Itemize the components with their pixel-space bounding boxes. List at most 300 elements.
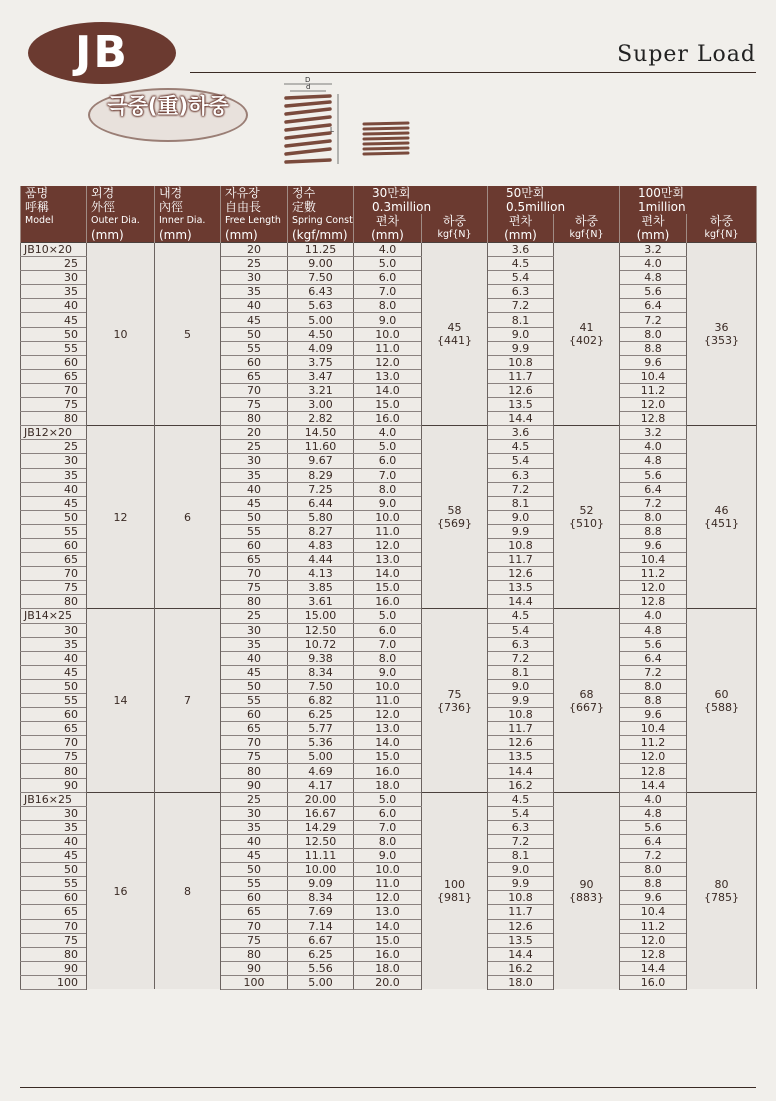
deflection-3-cell: 12.8 bbox=[620, 595, 687, 609]
deflection-3-cell: 12.8 bbox=[620, 412, 687, 426]
outer-dia-cell: 16 bbox=[87, 792, 155, 989]
col-defl-3: 편차 (mm) bbox=[620, 214, 687, 243]
free-length-cell: 70 bbox=[221, 567, 288, 581]
model-length-cell: 55 bbox=[21, 694, 87, 708]
free-length-cell: 55 bbox=[221, 524, 288, 538]
deflection-1-cell: 15.0 bbox=[354, 581, 422, 595]
model-length-cell: 65 bbox=[21, 905, 87, 919]
spring-const-cell: 7.50 bbox=[288, 679, 354, 693]
deflection-2-cell: 5.4 bbox=[488, 271, 554, 285]
free-length-cell: 20 bbox=[221, 426, 288, 440]
load-1-cell: 45 {441} bbox=[422, 243, 488, 426]
deflection-1-cell: 9.0 bbox=[354, 313, 422, 327]
spec-table bbox=[20, 186, 757, 990]
free-length-cell: 90 bbox=[221, 778, 288, 792]
deflection-1-cell: 11.0 bbox=[354, 877, 422, 891]
free-length-cell: 75 bbox=[221, 581, 288, 595]
deflection-2-cell: 9.9 bbox=[488, 524, 554, 538]
deflection-1-cell: 7.0 bbox=[354, 637, 422, 651]
spring-const-cell: 11.11 bbox=[288, 849, 354, 863]
load-1-cell: 100 {981} bbox=[422, 792, 488, 989]
deflection-3-cell: 11.2 bbox=[620, 383, 687, 397]
deflection-1-cell: 9.0 bbox=[354, 665, 422, 679]
col-inner: 내경 內徑 Inner Dia. (mm) bbox=[155, 186, 221, 243]
free-length-cell: 45 bbox=[221, 665, 288, 679]
free-length-cell: 60 bbox=[221, 355, 288, 369]
spring-const-cell: 7.50 bbox=[288, 271, 354, 285]
free-length-cell: 65 bbox=[221, 369, 288, 383]
free-length-cell: 60 bbox=[221, 891, 288, 905]
load-2-cell: 41 {402} bbox=[554, 243, 620, 426]
deflection-2-cell: 8.1 bbox=[488, 313, 554, 327]
spring-const-cell: 11.60 bbox=[288, 440, 354, 454]
spring-const-cell: 4.09 bbox=[288, 341, 354, 355]
deflection-2-cell: 13.5 bbox=[488, 750, 554, 764]
deflection-1-cell: 13.0 bbox=[354, 905, 422, 919]
inner-dia-cell: 6 bbox=[155, 426, 221, 609]
deflection-2-cell: 11.7 bbox=[488, 369, 554, 383]
free-length-cell: 20 bbox=[221, 243, 288, 257]
free-length-cell: 30 bbox=[221, 806, 288, 820]
deflection-1-cell: 4.0 bbox=[354, 243, 422, 257]
deflection-3-cell: 8.8 bbox=[620, 694, 687, 708]
deflection-3-cell: 7.2 bbox=[620, 313, 687, 327]
deflection-3-cell: 4.8 bbox=[620, 806, 687, 820]
free-length-cell: 40 bbox=[221, 299, 288, 313]
spring-const-cell: 5.00 bbox=[288, 750, 354, 764]
free-length-cell: 50 bbox=[221, 679, 288, 693]
deflection-2-cell: 14.4 bbox=[488, 412, 554, 426]
spring-const-cell: 9.67 bbox=[288, 454, 354, 468]
model-length-cell: 75 bbox=[21, 581, 87, 595]
spring-const-cell: 7.14 bbox=[288, 919, 354, 933]
model-length-cell: 30 bbox=[21, 271, 87, 285]
spring-const-cell: 16.67 bbox=[288, 806, 354, 820]
free-length-cell: 65 bbox=[221, 905, 288, 919]
deflection-2-cell: 9.9 bbox=[488, 341, 554, 355]
model-length-cell: 35 bbox=[21, 820, 87, 834]
deflection-1-cell: 5.0 bbox=[354, 257, 422, 271]
free-length-cell: 50 bbox=[221, 510, 288, 524]
spring-const-cell: 7.69 bbox=[288, 905, 354, 919]
col-defl-2: 편차 (mm) bbox=[488, 214, 554, 243]
deflection-2-cell: 5.4 bbox=[488, 623, 554, 637]
deflection-3-cell: 16.0 bbox=[620, 975, 687, 989]
spring-const-cell: 3.85 bbox=[288, 581, 354, 595]
model-length-cell: 65 bbox=[21, 369, 87, 383]
col-free-length: 자유장 自由長 Free Length (mm) bbox=[221, 186, 288, 243]
model-length-cell: 60 bbox=[21, 891, 87, 905]
free-length-cell: 30 bbox=[221, 271, 288, 285]
spring-const-cell: 4.17 bbox=[288, 778, 354, 792]
spring-const-cell: 8.27 bbox=[288, 524, 354, 538]
spring-const-cell: 3.00 bbox=[288, 398, 354, 412]
dim-label-length: L bbox=[330, 126, 334, 134]
deflection-3-cell: 7.2 bbox=[620, 849, 687, 863]
deflection-1-cell: 8.0 bbox=[354, 834, 422, 848]
deflection-3-cell: 4.8 bbox=[620, 623, 687, 637]
table-row bbox=[21, 609, 757, 623]
free-length-cell: 45 bbox=[221, 849, 288, 863]
free-length-cell: 35 bbox=[221, 468, 288, 482]
deflection-3-cell: 5.6 bbox=[620, 820, 687, 834]
deflection-3-cell: 10.4 bbox=[620, 722, 687, 736]
load-1-cell: 75 {736} bbox=[422, 609, 488, 792]
deflection-3-cell: 11.2 bbox=[620, 919, 687, 933]
spring-const-cell: 8.34 bbox=[288, 665, 354, 679]
deflection-1-cell: 16.0 bbox=[354, 947, 422, 961]
model-length-cell: 50 bbox=[21, 510, 87, 524]
spring-const-cell: 9.38 bbox=[288, 651, 354, 665]
deflection-2-cell: 3.6 bbox=[488, 426, 554, 440]
deflection-3-cell: 12.0 bbox=[620, 750, 687, 764]
load-1-cell: 58 {569} bbox=[422, 426, 488, 609]
deflection-1-cell: 12.0 bbox=[354, 355, 422, 369]
model-length-cell: 80 bbox=[21, 412, 87, 426]
free-length-cell: 80 bbox=[221, 412, 288, 426]
spring-const-cell: 5.56 bbox=[288, 961, 354, 975]
model-length-cell: 35 bbox=[21, 285, 87, 299]
spring-const-cell: 11.25 bbox=[288, 243, 354, 257]
col-load-1: 하중 kgf{N} bbox=[422, 214, 488, 243]
deflection-2-cell: 5.4 bbox=[488, 454, 554, 468]
deflection-3-cell: 3.2 bbox=[620, 243, 687, 257]
spring-const-cell: 6.25 bbox=[288, 947, 354, 961]
spring-const-cell: 9.00 bbox=[288, 257, 354, 271]
deflection-1-cell: 20.0 bbox=[354, 975, 422, 989]
model-length-cell: 60 bbox=[21, 708, 87, 722]
deflection-1-cell: 15.0 bbox=[354, 933, 422, 947]
deflection-1-cell: 9.0 bbox=[354, 849, 422, 863]
model-length-cell: 100 bbox=[21, 975, 87, 989]
free-length-cell: 50 bbox=[221, 327, 288, 341]
model-length-cell: 55 bbox=[21, 341, 87, 355]
deflection-1-cell: 16.0 bbox=[354, 764, 422, 778]
deflection-3-cell: 12.0 bbox=[620, 933, 687, 947]
spring-const-cell: 8.34 bbox=[288, 891, 354, 905]
table-row bbox=[21, 792, 757, 806]
deflection-1-cell: 13.0 bbox=[354, 722, 422, 736]
model-length-cell: 55 bbox=[21, 877, 87, 891]
deflection-1-cell: 10.0 bbox=[354, 679, 422, 693]
deflection-3-cell: 6.4 bbox=[620, 299, 687, 313]
deflection-3-cell: 10.4 bbox=[620, 553, 687, 567]
deflection-3-cell: 10.4 bbox=[620, 905, 687, 919]
free-length-cell: 25 bbox=[221, 792, 288, 806]
free-length-cell: 80 bbox=[221, 764, 288, 778]
model-length-cell: 80 bbox=[21, 764, 87, 778]
free-length-cell: 65 bbox=[221, 553, 288, 567]
deflection-1-cell: 5.0 bbox=[354, 609, 422, 623]
model-cell: JB16×25 bbox=[21, 792, 87, 806]
deflection-2-cell: 9.0 bbox=[488, 510, 554, 524]
deflection-2-cell: 5.4 bbox=[488, 806, 554, 820]
deflection-2-cell: 7.2 bbox=[488, 651, 554, 665]
deflection-3-cell: 3.2 bbox=[620, 426, 687, 440]
deflection-1-cell: 5.0 bbox=[354, 440, 422, 454]
col-outer: 외경 外徑 Outer Dia. (mm) bbox=[87, 186, 155, 243]
free-length-cell: 55 bbox=[221, 341, 288, 355]
deflection-2-cell: 11.7 bbox=[488, 905, 554, 919]
deflection-1-cell: 12.0 bbox=[354, 891, 422, 905]
spring-const-cell: 2.82 bbox=[288, 412, 354, 426]
free-length-cell: 90 bbox=[221, 961, 288, 975]
spring-const-cell: 6.44 bbox=[288, 496, 354, 510]
spring-const-cell: 14.29 bbox=[288, 820, 354, 834]
spring-const-cell: 8.29 bbox=[288, 468, 354, 482]
deflection-1-cell: 15.0 bbox=[354, 398, 422, 412]
load-2-cell: 68 {667} bbox=[554, 609, 620, 792]
model-length-cell: 35 bbox=[21, 637, 87, 651]
free-length-cell: 40 bbox=[221, 651, 288, 665]
spring-const-cell: 12.50 bbox=[288, 623, 354, 637]
model-length-cell: 80 bbox=[21, 947, 87, 961]
outer-dia-cell: 12 bbox=[87, 426, 155, 609]
deflection-2-cell: 11.7 bbox=[488, 722, 554, 736]
table-row bbox=[21, 426, 757, 440]
spring-const-cell: 6.67 bbox=[288, 933, 354, 947]
deflection-3-cell: 4.0 bbox=[620, 609, 687, 623]
deflection-3-cell: 7.2 bbox=[620, 665, 687, 679]
free-length-cell: 40 bbox=[221, 834, 288, 848]
deflection-3-cell: 8.0 bbox=[620, 863, 687, 877]
model-cell: JB14×25 bbox=[21, 609, 87, 623]
free-length-cell: 25 bbox=[221, 257, 288, 271]
spring-const-cell: 10.72 bbox=[288, 637, 354, 651]
spring-const-cell: 5.00 bbox=[288, 975, 354, 989]
series-badge: JB bbox=[28, 22, 176, 84]
deflection-2-cell: 9.0 bbox=[488, 863, 554, 877]
deflection-1-cell: 7.0 bbox=[354, 285, 422, 299]
model-length-cell: 75 bbox=[21, 398, 87, 412]
deflection-3-cell: 9.6 bbox=[620, 538, 687, 552]
spring-const-cell: 7.25 bbox=[288, 482, 354, 496]
deflection-1-cell: 16.0 bbox=[354, 595, 422, 609]
deflection-1-cell: 6.0 bbox=[354, 454, 422, 468]
deflection-1-cell: 6.0 bbox=[354, 623, 422, 637]
spring-const-cell: 5.00 bbox=[288, 313, 354, 327]
deflection-2-cell: 14.4 bbox=[488, 595, 554, 609]
deflection-1-cell: 14.0 bbox=[354, 919, 422, 933]
spring-const-cell: 4.50 bbox=[288, 327, 354, 341]
series-subtitle: 극중(重)하중 bbox=[88, 88, 248, 142]
deflection-1-cell: 11.0 bbox=[354, 341, 422, 355]
deflection-2-cell: 16.2 bbox=[488, 961, 554, 975]
deflection-2-cell: 12.6 bbox=[488, 736, 554, 750]
inner-dia-cell: 8 bbox=[155, 792, 221, 989]
inner-dia-cell: 7 bbox=[155, 609, 221, 792]
deflection-3-cell: 6.4 bbox=[620, 651, 687, 665]
model-length-cell: 45 bbox=[21, 665, 87, 679]
deflection-3-cell: 12.0 bbox=[620, 581, 687, 595]
model-length-cell: 90 bbox=[21, 961, 87, 975]
deflection-1-cell: 14.0 bbox=[354, 567, 422, 581]
free-length-cell: 55 bbox=[221, 694, 288, 708]
model-length-cell: 35 bbox=[21, 468, 87, 482]
deflection-3-cell: 8.8 bbox=[620, 877, 687, 891]
deflection-1-cell: 7.0 bbox=[354, 820, 422, 834]
spring-const-cell: 5.77 bbox=[288, 722, 354, 736]
deflection-2-cell: 6.3 bbox=[488, 637, 554, 651]
deflection-2-cell: 12.6 bbox=[488, 383, 554, 397]
spring-const-cell: 4.13 bbox=[288, 567, 354, 581]
deflection-1-cell: 8.0 bbox=[354, 651, 422, 665]
deflection-2-cell: 8.1 bbox=[488, 849, 554, 863]
model-length-cell: 40 bbox=[21, 299, 87, 313]
deflection-2-cell: 13.5 bbox=[488, 398, 554, 412]
deflection-3-cell: 5.6 bbox=[620, 637, 687, 651]
deflection-3-cell: 8.8 bbox=[620, 524, 687, 538]
model-length-cell: 45 bbox=[21, 849, 87, 863]
deflection-3-cell: 7.2 bbox=[620, 496, 687, 510]
spring-const-cell: 5.63 bbox=[288, 299, 354, 313]
model-length-cell: 50 bbox=[21, 679, 87, 693]
deflection-3-cell: 6.4 bbox=[620, 834, 687, 848]
model-length-cell: 65 bbox=[21, 722, 87, 736]
model-length-cell: 90 bbox=[21, 778, 87, 792]
spec-table-body bbox=[21, 243, 757, 990]
deflection-3-cell: 4.8 bbox=[620, 271, 687, 285]
deflection-3-cell: 5.6 bbox=[620, 285, 687, 299]
col-cycle-2: 50만회 0.5million bbox=[488, 186, 620, 214]
deflection-1-cell: 14.0 bbox=[354, 736, 422, 750]
deflection-2-cell: 4.5 bbox=[488, 440, 554, 454]
deflection-2-cell: 14.4 bbox=[488, 764, 554, 778]
deflection-2-cell: 6.3 bbox=[488, 468, 554, 482]
spring-const-cell: 15.00 bbox=[288, 609, 354, 623]
model-length-cell: 25 bbox=[21, 440, 87, 454]
model-length-cell: 40 bbox=[21, 651, 87, 665]
spring-const-cell: 5.36 bbox=[288, 736, 354, 750]
deflection-3-cell: 4.0 bbox=[620, 792, 687, 806]
deflection-3-cell: 6.4 bbox=[620, 482, 687, 496]
model-length-cell: 70 bbox=[21, 919, 87, 933]
load-3-cell: 46 {451} bbox=[687, 426, 757, 609]
deflection-2-cell: 13.5 bbox=[488, 933, 554, 947]
deflection-1-cell: 6.0 bbox=[354, 806, 422, 820]
deflection-3-cell: 10.4 bbox=[620, 369, 687, 383]
deflection-2-cell: 4.5 bbox=[488, 257, 554, 271]
deflection-2-cell: 10.8 bbox=[488, 538, 554, 552]
deflection-3-cell: 14.4 bbox=[620, 961, 687, 975]
free-length-cell: 35 bbox=[221, 285, 288, 299]
deflection-1-cell: 16.0 bbox=[354, 412, 422, 426]
deflection-3-cell: 9.6 bbox=[620, 355, 687, 369]
deflection-3-cell: 8.0 bbox=[620, 327, 687, 341]
spring-const-cell: 4.83 bbox=[288, 538, 354, 552]
model-length-cell: 45 bbox=[21, 313, 87, 327]
model-length-cell: 30 bbox=[21, 806, 87, 820]
deflection-3-cell: 12.8 bbox=[620, 764, 687, 778]
deflection-1-cell: 18.0 bbox=[354, 778, 422, 792]
spring-const-cell: 3.21 bbox=[288, 383, 354, 397]
free-length-cell: 45 bbox=[221, 496, 288, 510]
model-length-cell: 70 bbox=[21, 383, 87, 397]
model-length-cell: 50 bbox=[21, 327, 87, 341]
deflection-2-cell: 10.8 bbox=[488, 355, 554, 369]
free-length-cell: 65 bbox=[221, 722, 288, 736]
model-length-cell: 75 bbox=[21, 933, 87, 947]
deflection-2-cell: 12.6 bbox=[488, 919, 554, 933]
free-length-cell: 100 bbox=[221, 975, 288, 989]
deflection-3-cell: 11.2 bbox=[620, 736, 687, 750]
free-length-cell: 35 bbox=[221, 820, 288, 834]
deflection-1-cell: 9.0 bbox=[354, 496, 422, 510]
col-cycle-1: 30만회 0.3million bbox=[354, 186, 488, 214]
deflection-2-cell: 8.1 bbox=[488, 496, 554, 510]
free-length-cell: 25 bbox=[221, 609, 288, 623]
spring-const-cell: 5.80 bbox=[288, 510, 354, 524]
free-length-cell: 80 bbox=[221, 947, 288, 961]
deflection-1-cell: 11.0 bbox=[354, 524, 422, 538]
deflection-2-cell: 9.0 bbox=[488, 679, 554, 693]
deflection-2-cell: 9.0 bbox=[488, 327, 554, 341]
deflection-1-cell: 10.0 bbox=[354, 327, 422, 341]
load-3-cell: 36 {353} bbox=[687, 243, 757, 426]
load-2-cell: 52 {510} bbox=[554, 426, 620, 609]
model-length-cell: 80 bbox=[21, 595, 87, 609]
deflection-1-cell: 6.0 bbox=[354, 271, 422, 285]
deflection-3-cell: 4.0 bbox=[620, 440, 687, 454]
deflection-1-cell: 11.0 bbox=[354, 694, 422, 708]
spring-const-cell: 20.00 bbox=[288, 792, 354, 806]
compressed-spring-icon bbox=[364, 123, 408, 154]
col-spring-const: 정수 定數 Spring Const (kgf/mm) bbox=[288, 186, 354, 243]
spring-const-cell: 9.09 bbox=[288, 877, 354, 891]
model-length-cell: 65 bbox=[21, 553, 87, 567]
model-length-cell: 55 bbox=[21, 524, 87, 538]
free-length-cell: 70 bbox=[221, 383, 288, 397]
deflection-2-cell: 9.9 bbox=[488, 694, 554, 708]
deflection-3-cell: 4.8 bbox=[620, 454, 687, 468]
deflection-2-cell: 6.3 bbox=[488, 820, 554, 834]
deflection-3-cell: 8.0 bbox=[620, 679, 687, 693]
free-length-cell: 75 bbox=[221, 750, 288, 764]
free-length-cell: 45 bbox=[221, 313, 288, 327]
deflection-1-cell: 10.0 bbox=[354, 863, 422, 877]
deflection-2-cell: 14.4 bbox=[488, 947, 554, 961]
free-length-cell: 55 bbox=[221, 877, 288, 891]
deflection-3-cell: 4.0 bbox=[620, 257, 687, 271]
load-3-cell: 80 {785} bbox=[687, 792, 757, 989]
model-length-cell: 40 bbox=[21, 834, 87, 848]
deflection-3-cell: 5.6 bbox=[620, 468, 687, 482]
spring-const-cell: 4.69 bbox=[288, 764, 354, 778]
model-length-cell: 45 bbox=[21, 496, 87, 510]
deflection-2-cell: 11.7 bbox=[488, 553, 554, 567]
model-cell: JB12×20 bbox=[21, 426, 87, 440]
spring-const-cell: 3.75 bbox=[288, 355, 354, 369]
deflection-2-cell: 10.8 bbox=[488, 891, 554, 905]
deflection-3-cell: 11.2 bbox=[620, 567, 687, 581]
spring-dimension-diagram bbox=[284, 76, 338, 164]
outer-dia-cell: 10 bbox=[87, 243, 155, 426]
deflection-2-cell: 13.5 bbox=[488, 581, 554, 595]
free-length-cell: 70 bbox=[221, 736, 288, 750]
col-defl-1: 편차 (mm) bbox=[354, 214, 422, 243]
free-length-cell: 75 bbox=[221, 398, 288, 412]
model-length-cell: 75 bbox=[21, 750, 87, 764]
free-length-cell: 80 bbox=[221, 595, 288, 609]
free-length-cell: 30 bbox=[221, 454, 288, 468]
outer-dia-cell: 14 bbox=[87, 609, 155, 792]
free-length-cell: 70 bbox=[221, 919, 288, 933]
load-3-cell: 60 {588} bbox=[687, 609, 757, 792]
spring-const-cell: 3.47 bbox=[288, 369, 354, 383]
model-length-cell: 30 bbox=[21, 623, 87, 637]
deflection-1-cell: 7.0 bbox=[354, 468, 422, 482]
deflection-1-cell: 10.0 bbox=[354, 510, 422, 524]
